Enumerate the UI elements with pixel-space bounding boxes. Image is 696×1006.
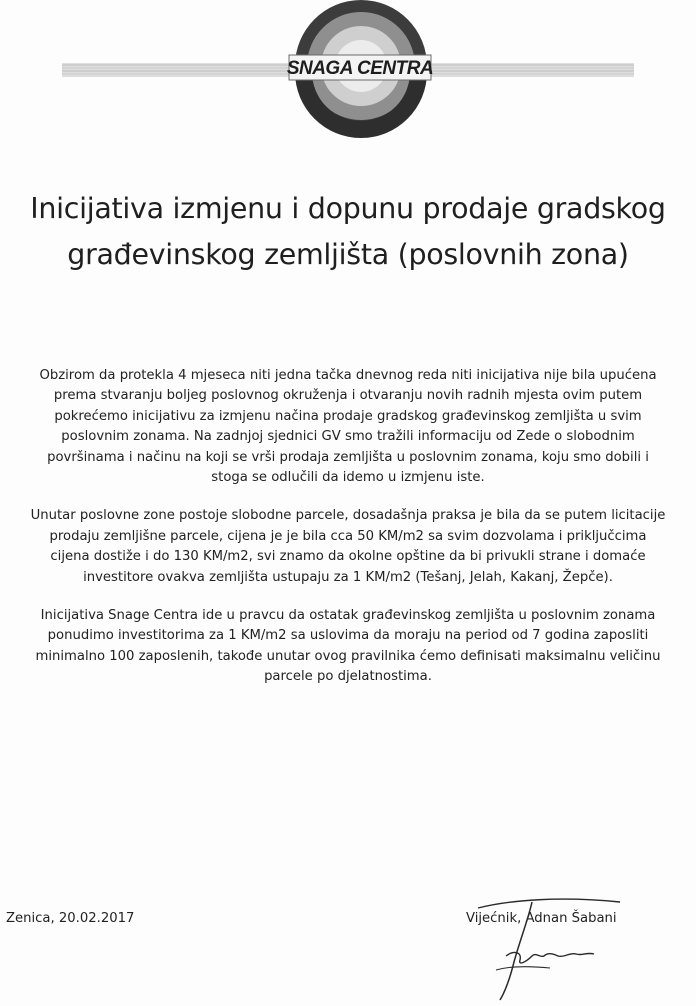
- signer-name: Vijećnik, Adnan Šabani: [466, 911, 617, 926]
- title-line-2: građevinskog zemljišta (poslovnih zona): [67, 238, 629, 271]
- place-and-date: Zenica, 20.02.2017: [6, 911, 135, 926]
- logo-text: SNAGA CENTRA: [286, 58, 434, 79]
- logo-graphic: [0, 0, 696, 140]
- body-paragraph-3: Inicijativa Snage Centra ide u pravcu da ostatak građevinskog zemljišta u poslovnim zonama ponudimo investitorima za 1 KM/m2 sa uslovima da moraju na period od 7 godina zaposliti minimalno 100 zaposlenih, takođe unutar ovog pravilnika ćemo definisati maksimalnu veličinu parcele po djelatnostima.: [35, 608, 661, 685]
- logo-emblem: [287, 0, 433, 138]
- body-paragraph-2: Unutar poslovne zone postoje slobodne parcele, dosadašnja praksa je bila da se putem licitacije prodaju zemljišne parcele, cijena je je bila cca 50 KM/m2 sa svim dozvolama i priključcima cijena dostiže i do 130 KM/m2, svi znamo da okolne opštine da bi privukli strane i domaće investitore ovakva zemljišta ustupaju za 1 KM/m2 (Tešanj, Jelah, Kakanj, Žepče).: [30, 508, 666, 585]
- party-logo: [0, 0, 696, 140]
- title-line-1: Inicijativa izmjenu i dopunu prodaje gradskog: [30, 192, 666, 225]
- body-paragraph-1: Obzirom da protekla 4 mjeseca niti jedna tačka dnevnog reda niti inicijativa nije bila upućena prema stvaranju boljeg poslovnog okruženja i otvaranju novih radnih mjesta ovim putem pokrećemo inicijativu za izmjenu načina prodaje gradskog građevinskog zemljišta u svim poslovnim zonama. Na zadnjoj sjednici GV smo tražili informaciju od Zede o slobodnim površinama i načinu na koji se vrši prodaja zemljišta u poslovnim zonama, koju smo dobili i stoga se odlučili da idemo u izmjenu iste.: [39, 368, 657, 486]
- document-title: [0, 186, 696, 278]
- document-body: [28, 366, 668, 706]
- handwritten-signature: [470, 890, 630, 1005]
